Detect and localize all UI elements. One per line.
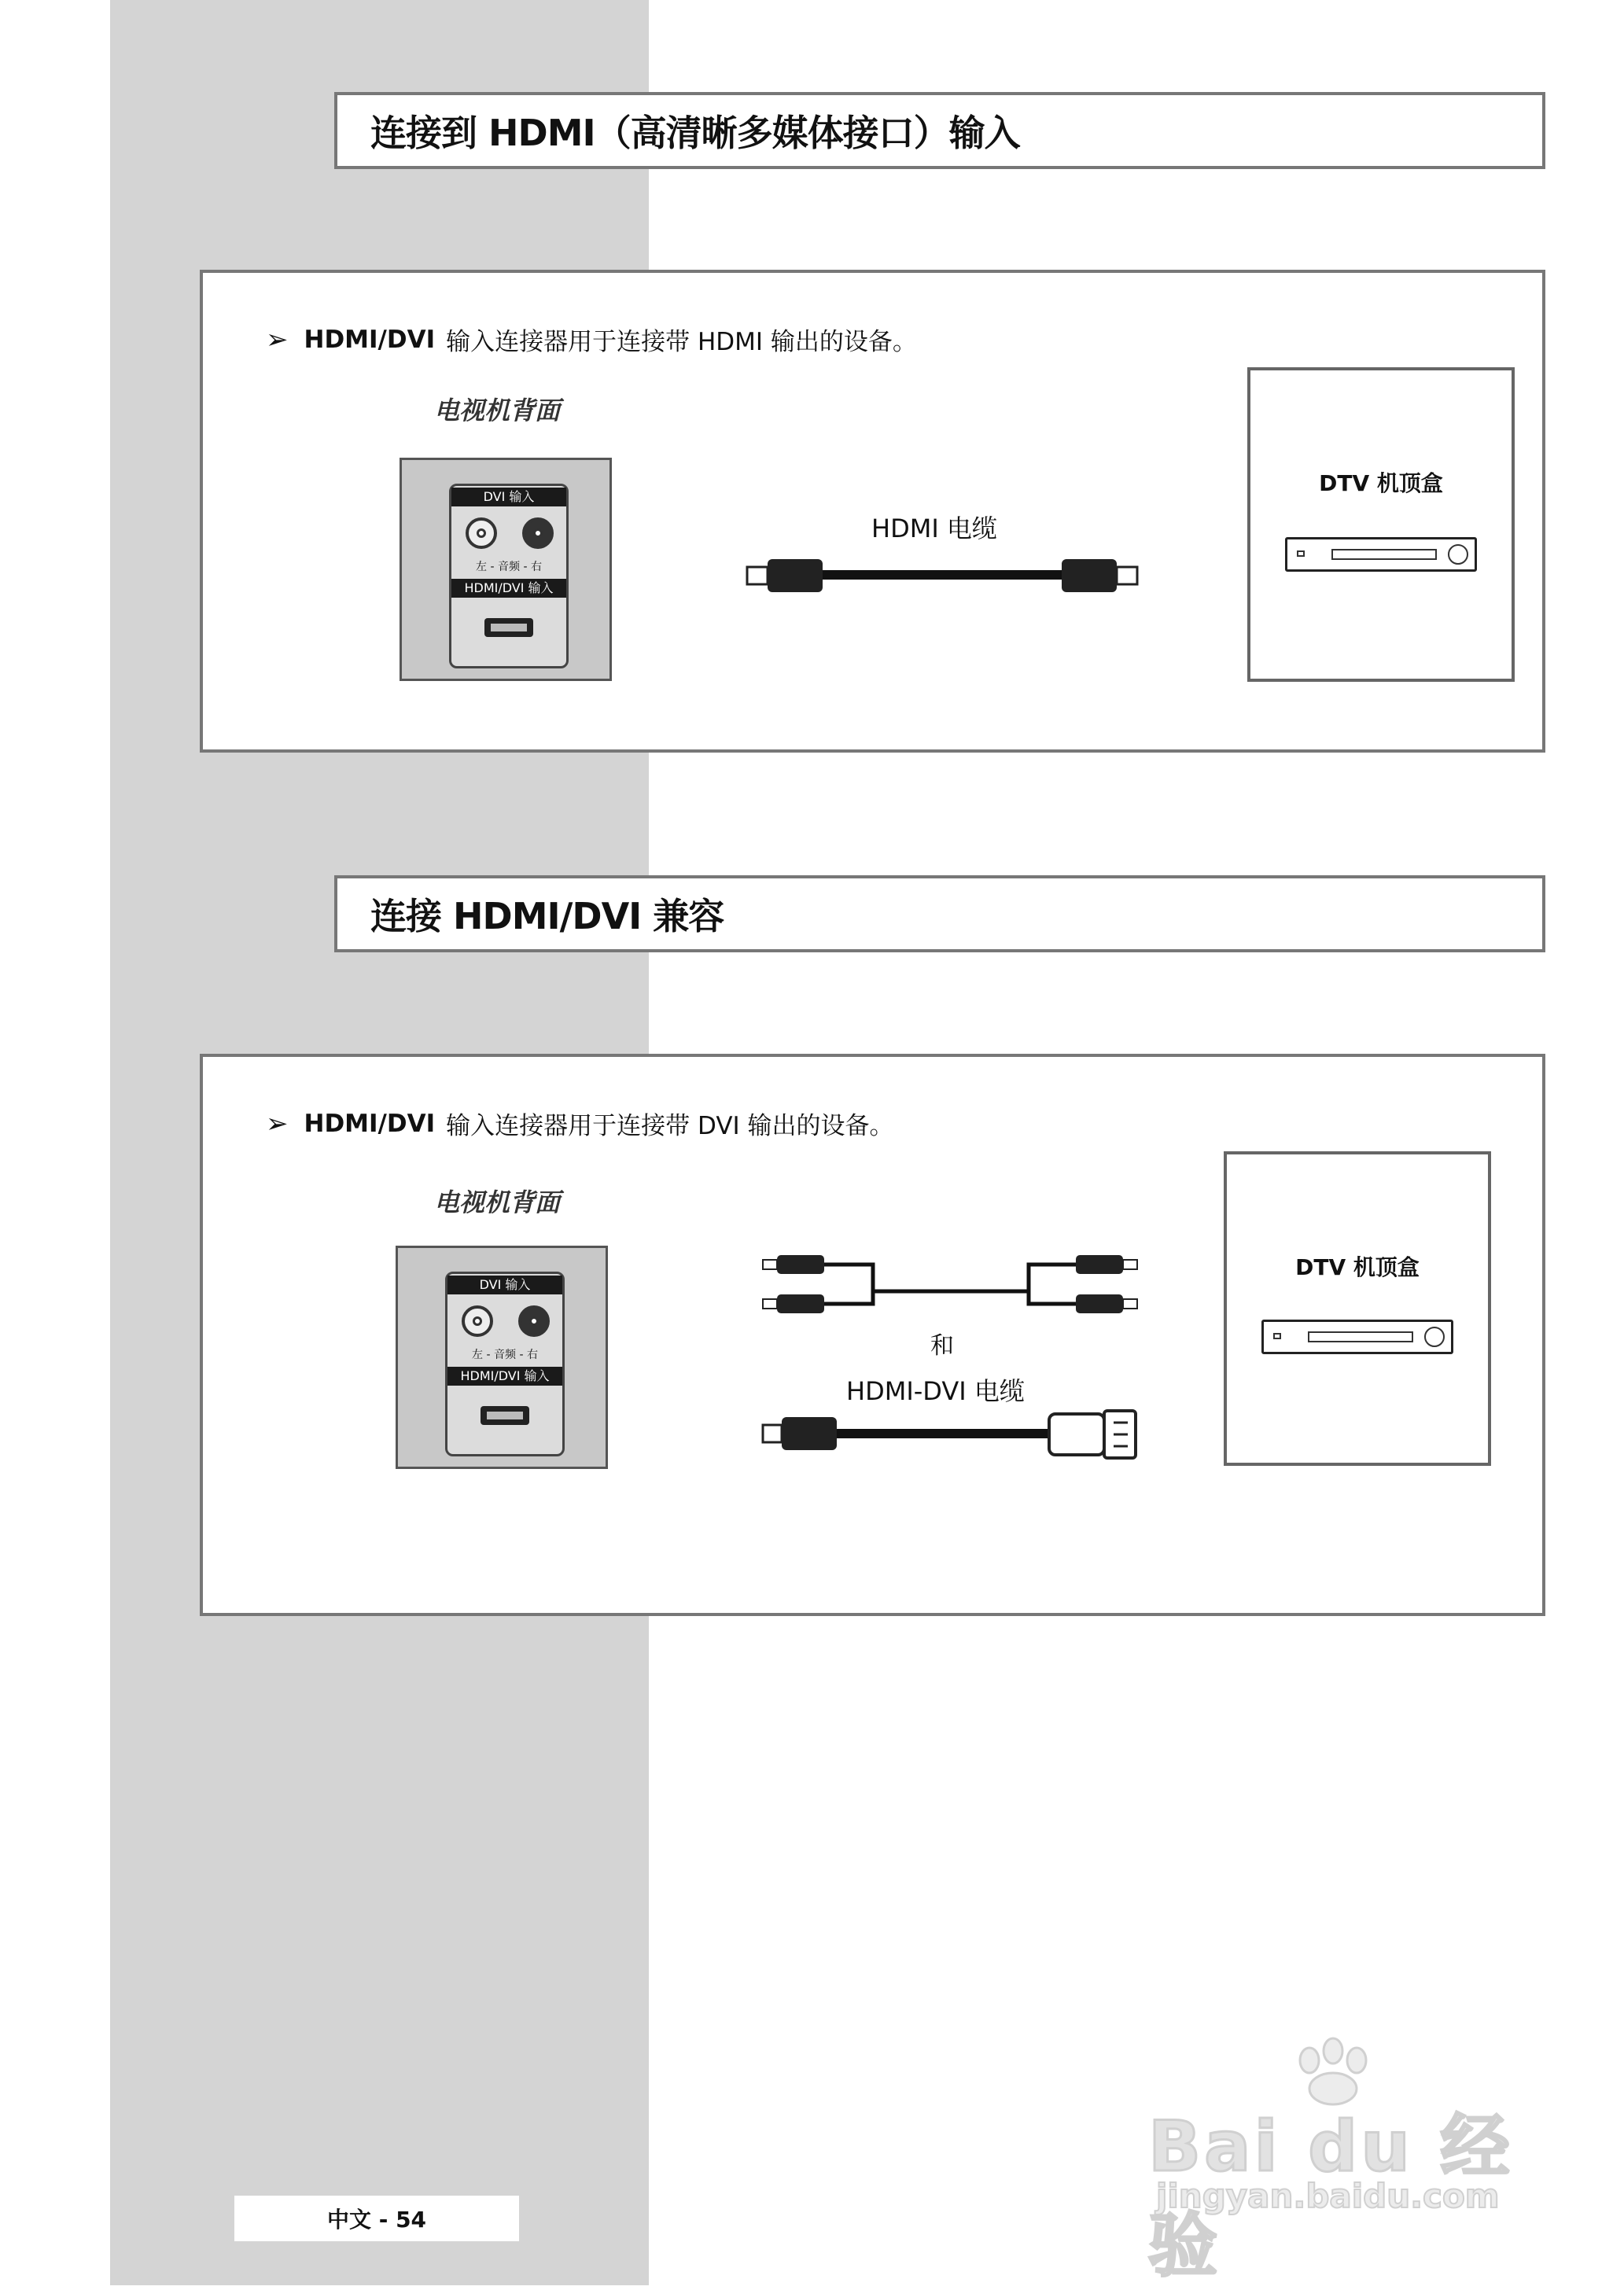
arrow-icon: ➢	[266, 323, 289, 355]
dtv-set-top-box-frame	[1224, 1151, 1491, 1466]
hdmi-dvi-cable-icon	[761, 1403, 1139, 1466]
watermark-url: jingyan.baidu.com	[1156, 2177, 1500, 2215]
hdmi-cable-icon	[746, 548, 1139, 603]
set-top-box-icon	[1261, 1320, 1453, 1354]
audio-rca-cable-icon	[761, 1246, 1139, 1324]
dvi-note	[266, 1106, 894, 1141]
note-strong: HDMI/DVI	[304, 325, 436, 354]
hdmi-connection-panel	[200, 270, 1545, 753]
hdmi-dvi-input-label: HDMI/DVI 输入	[451, 579, 566, 598]
section-title-hdmi-input: 连接到 HDMI（高清晰多媒体接口）输入	[334, 92, 1545, 169]
baidu-watermark	[1148, 2037, 1526, 2286]
audio-left-jack	[466, 517, 497, 549]
page-number: 中文 - 54	[234, 2196, 519, 2241]
tv-jack-panel	[396, 1246, 608, 1469]
watermark-brand: Bai du 经验	[1148, 2106, 1513, 2286]
hdmi-dvi-cable-label: HDMI-DVI 电缆	[846, 1376, 1025, 1406]
jack-plate	[449, 484, 569, 668]
note-strong: HDMI/DVI	[304, 1109, 436, 1138]
arrow-icon: ➢	[266, 1107, 289, 1139]
and-label: 和	[930, 1332, 954, 1360]
set-top-box-icon	[1285, 537, 1477, 572]
hdmi-note	[266, 322, 917, 357]
note-text: 输入连接器用于连接带 DVI 输出的设备。	[446, 1112, 894, 1140]
audio-right-jack	[522, 517, 554, 549]
dtv-label: DTV 机顶盒	[1319, 470, 1443, 496]
hdmi-cable-label: HDMI 电缆	[871, 514, 997, 543]
tv-back-label: 电视机背面	[434, 396, 561, 425]
dvi-input-label: DVI 输入	[451, 488, 566, 506]
tv-jack-panel	[400, 458, 612, 681]
section-title-hdmi-dvi: 连接 HDMI/DVI 兼容	[334, 875, 1545, 952]
dvi-input-label: DVI 输入	[447, 1276, 562, 1294]
dvi-connection-panel	[200, 1054, 1545, 1616]
jack-plate	[445, 1272, 565, 1456]
dtv-label: DTV 机顶盒	[1295, 1254, 1420, 1280]
tv-back-label: 电视机背面	[434, 1187, 561, 1217]
dtv-set-top-box-frame	[1247, 367, 1515, 682]
audio-left-jack	[462, 1305, 493, 1337]
audio-label: 左 - 音频 - 右	[472, 1349, 538, 1361]
hdmi-port	[484, 618, 533, 637]
hdmi-port	[481, 1406, 529, 1425]
note-text: 输入连接器用于连接带 HDMI 输出的设备。	[446, 328, 917, 356]
audio-right-jack	[518, 1305, 550, 1337]
audio-label: 左 - 音频 - 右	[476, 561, 542, 573]
hdmi-dvi-input-label: HDMI/DVI 输入	[447, 1367, 562, 1386]
